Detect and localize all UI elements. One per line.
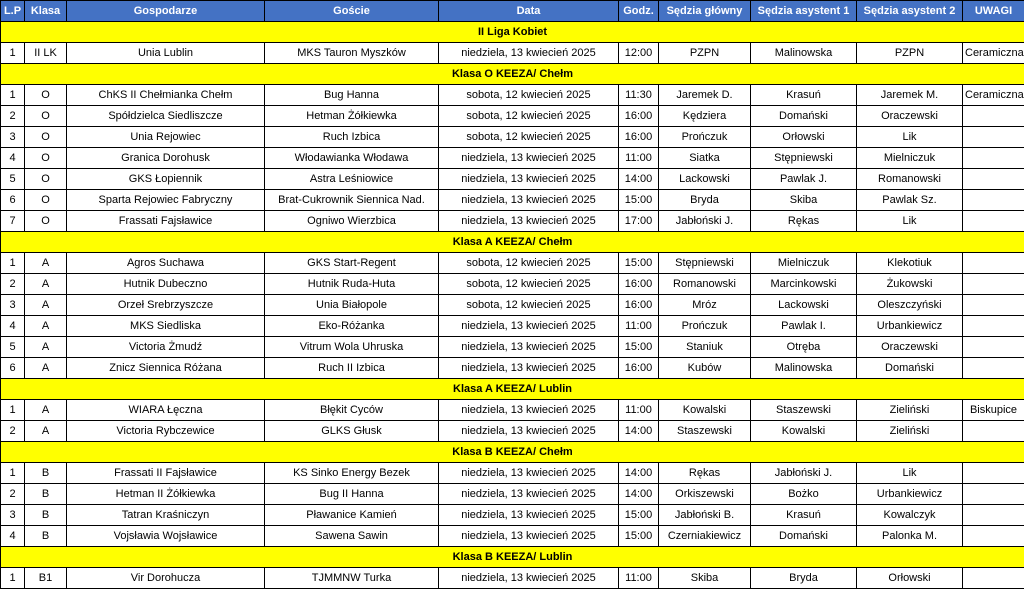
cell-sedzia-glowny: Staszewski — [659, 421, 751, 442]
cell-godz: 11:00 — [619, 400, 659, 421]
cell-sedzia-asystent-2: Urbankiewicz — [857, 484, 963, 505]
table-row — [1, 274, 1024, 295]
cell-data: niedziela, 13 kwiecień 2025 — [439, 190, 619, 211]
section-header-row — [1, 64, 1024, 85]
cell-klasa: A — [25, 295, 67, 316]
cell-klasa: B — [25, 505, 67, 526]
cell-gospodarze: Spółdzielca Siedliszcze — [67, 106, 265, 127]
section-header-row — [1, 442, 1024, 463]
cell-sedzia-asystent-2: Oleszczyński — [857, 295, 963, 316]
cell-gospodarze: Frassati Fajsławice — [67, 211, 265, 232]
cell-gospodarze: Agros Suchawa — [67, 253, 265, 274]
header-goscie: Goście — [265, 1, 439, 22]
cell-data: niedziela, 13 kwiecień 2025 — [439, 43, 619, 64]
section-title: Klasa A KEEZA/ Chełm — [1, 232, 1024, 253]
cell-godz: 16:00 — [619, 106, 659, 127]
table-row — [1, 316, 1024, 337]
cell-sedzia-glowny: Romanowski — [659, 274, 751, 295]
cell-godz: 15:00 — [619, 526, 659, 547]
cell-sedzia-asystent-2: Romanowski — [857, 169, 963, 190]
cell-goscie: Bug Hanna — [265, 85, 439, 106]
cell-sedzia-asystent-2: PZPN — [857, 43, 963, 64]
cell-godz: 11:00 — [619, 148, 659, 169]
cell-sedzia-glowny: Jabłoński B. — [659, 505, 751, 526]
cell-uwagi — [963, 295, 1024, 316]
cell-lp: 6 — [1, 358, 25, 379]
section-header-row — [1, 232, 1024, 253]
cell-sedzia-asystent-2: Zieliński — [857, 400, 963, 421]
cell-godz: 15:00 — [619, 337, 659, 358]
cell-lp: 1 — [1, 85, 25, 106]
cell-klasa: A — [25, 337, 67, 358]
cell-sedzia-asystent-1: Stępniewski — [751, 148, 857, 169]
header-sedzia-asystent-2: Sędzia asystent 2 — [857, 1, 963, 22]
cell-uwagi — [963, 190, 1024, 211]
table-row — [1, 43, 1024, 64]
cell-sedzia-glowny: Stępniewski — [659, 253, 751, 274]
cell-godz: 16:00 — [619, 358, 659, 379]
cell-sedzia-asystent-1: Orłowski — [751, 127, 857, 148]
section-title: Klasa O KEEZA/ Chełm — [1, 64, 1024, 85]
cell-sedzia-glowny: Lackowski — [659, 169, 751, 190]
cell-goscie: Unia Białopole — [265, 295, 439, 316]
cell-klasa: O — [25, 106, 67, 127]
cell-lp: 2 — [1, 106, 25, 127]
cell-sedzia-glowny: Siatka — [659, 148, 751, 169]
cell-data: niedziela, 13 kwiecień 2025 — [439, 484, 619, 505]
section-title: II Liga Kobiet — [1, 22, 1024, 43]
cell-gospodarze: Hutnik Dubeczno — [67, 274, 265, 295]
cell-lp: 1 — [1, 253, 25, 274]
cell-lp: 2 — [1, 274, 25, 295]
cell-godz: 16:00 — [619, 295, 659, 316]
cell-klasa: B — [25, 526, 67, 547]
cell-sedzia-asystent-1: Mielniczuk — [751, 253, 857, 274]
cell-gospodarze: Sparta Rejowiec Fabryczny — [67, 190, 265, 211]
cell-data: niedziela, 13 kwiecień 2025 — [439, 211, 619, 232]
cell-gospodarze: WIARA Łęczna — [67, 400, 265, 421]
cell-godz: 15:00 — [619, 505, 659, 526]
table-row — [1, 295, 1024, 316]
cell-uwagi — [963, 463, 1024, 484]
cell-sedzia-asystent-2: Kowalczyk — [857, 505, 963, 526]
cell-data: niedziela, 13 kwiecień 2025 — [439, 568, 619, 589]
cell-sedzia-asystent-2: Urbankiewicz — [857, 316, 963, 337]
cell-data: niedziela, 13 kwiecień 2025 — [439, 463, 619, 484]
header-sedzia-asystent-1: Sędzia asystent 1 — [751, 1, 857, 22]
cell-sedzia-asystent-1: Otręba — [751, 337, 857, 358]
cell-lp: 3 — [1, 295, 25, 316]
cell-sedzia-asystent-2: Zieliński — [857, 421, 963, 442]
table-row — [1, 400, 1024, 421]
cell-goscie: Bug II Hanna — [265, 484, 439, 505]
cell-sedzia-asystent-2: Palonka M. — [857, 526, 963, 547]
cell-sedzia-asystent-1: Domański — [751, 526, 857, 547]
cell-sedzia-glowny: Jabłoński J. — [659, 211, 751, 232]
cell-gospodarze: MKS Siedliska — [67, 316, 265, 337]
cell-sedzia-asystent-1: Bryda — [751, 568, 857, 589]
cell-sedzia-asystent-2: Orłowski — [857, 568, 963, 589]
cell-lp: 7 — [1, 211, 25, 232]
section-title: Klasa A KEEZA/ Lublin — [1, 379, 1024, 400]
cell-klasa: A — [25, 421, 67, 442]
cell-data: niedziela, 13 kwiecień 2025 — [439, 148, 619, 169]
cell-sedzia-glowny: Mróz — [659, 295, 751, 316]
header-lp: L.P — [1, 1, 25, 22]
cell-goscie: Ogniwo Wierzbica — [265, 211, 439, 232]
cell-uwagi — [963, 505, 1024, 526]
cell-sedzia-asystent-2: Klekotiuk — [857, 253, 963, 274]
cell-data: sobota, 12 kwiecień 2025 — [439, 106, 619, 127]
cell-data: niedziela, 13 kwiecień 2025 — [439, 421, 619, 442]
cell-sedzia-asystent-2: Oraczewski — [857, 337, 963, 358]
cell-gospodarze: Victoria Rybczewice — [67, 421, 265, 442]
cell-sedzia-glowny: Staniuk — [659, 337, 751, 358]
cell-sedzia-asystent-2: Lik — [857, 127, 963, 148]
cell-data: niedziela, 13 kwiecień 2025 — [439, 358, 619, 379]
cell-goscie: GLKS Głusk — [265, 421, 439, 442]
cell-goscie: Ruch II Izbica — [265, 358, 439, 379]
cell-goscie: Brat-Cukrownik Siennica Nad. — [265, 190, 439, 211]
cell-sedzia-asystent-1: Staszewski — [751, 400, 857, 421]
cell-data: niedziela, 13 kwiecień 2025 — [439, 169, 619, 190]
cell-sedzia-asystent-2: Mielniczuk — [857, 148, 963, 169]
cell-uwagi — [963, 421, 1024, 442]
section-header-row — [1, 379, 1024, 400]
cell-gospodarze: Unia Rejowiec — [67, 127, 265, 148]
cell-godz: 14:00 — [619, 484, 659, 505]
cell-lp: 2 — [1, 484, 25, 505]
cell-uwagi: Ceramiczna — [963, 85, 1024, 106]
cell-godz: 11:00 — [619, 316, 659, 337]
cell-lp: 1 — [1, 43, 25, 64]
table-row — [1, 526, 1024, 547]
cell-gospodarze: Unia Lublin — [67, 43, 265, 64]
cell-goscie: Włodawianka Włodawa — [265, 148, 439, 169]
cell-sedzia-glowny: Orkiszewski — [659, 484, 751, 505]
cell-sedzia-asystent-1: Domański — [751, 106, 857, 127]
cell-lp: 2 — [1, 421, 25, 442]
table-body — [1, 22, 1024, 589]
cell-data: sobota, 12 kwiecień 2025 — [439, 295, 619, 316]
section-title: Klasa B KEEZA/ Chełm — [1, 442, 1024, 463]
section-title: Klasa B KEEZA/ Lublin — [1, 547, 1024, 568]
cell-sedzia-glowny: Rękas — [659, 463, 751, 484]
cell-data: niedziela, 13 kwiecień 2025 — [439, 337, 619, 358]
cell-sedzia-asystent-2: Lik — [857, 211, 963, 232]
cell-lp: 5 — [1, 169, 25, 190]
cell-uwagi: Ceramiczna — [963, 43, 1024, 64]
cell-sedzia-glowny: Prończuk — [659, 316, 751, 337]
table-row — [1, 253, 1024, 274]
cell-gospodarze: Hetman II Żółkiewka — [67, 484, 265, 505]
cell-goscie: Błękit Cyców — [265, 400, 439, 421]
cell-godz: 17:00 — [619, 211, 659, 232]
header-row — [1, 1, 1024, 22]
cell-godz: 11:00 — [619, 568, 659, 589]
cell-klasa: O — [25, 85, 67, 106]
cell-klasa: O — [25, 211, 67, 232]
cell-lp: 4 — [1, 148, 25, 169]
section-header-row — [1, 547, 1024, 568]
cell-godz: 11:30 — [619, 85, 659, 106]
cell-uwagi — [963, 148, 1024, 169]
cell-lp: 1 — [1, 463, 25, 484]
cell-lp: 1 — [1, 400, 25, 421]
cell-gospodarze: Victoria Żmudź — [67, 337, 265, 358]
table-row — [1, 421, 1024, 442]
cell-lp: 3 — [1, 505, 25, 526]
cell-uwagi — [963, 484, 1024, 505]
cell-klasa: A — [25, 253, 67, 274]
header-klasa: Klasa — [25, 1, 67, 22]
cell-data: sobota, 12 kwiecień 2025 — [439, 253, 619, 274]
cell-sedzia-asystent-1: Skiba — [751, 190, 857, 211]
table-row — [1, 337, 1024, 358]
cell-godz: 16:00 — [619, 127, 659, 148]
cell-goscie: Pławanice Kamień — [265, 505, 439, 526]
cell-sedzia-asystent-1: Malinowska — [751, 43, 857, 64]
cell-data: niedziela, 13 kwiecień 2025 — [439, 316, 619, 337]
cell-gospodarze: Frassati II Fajsławice — [67, 463, 265, 484]
cell-godz: 15:00 — [619, 253, 659, 274]
table-row — [1, 169, 1024, 190]
cell-lp: 1 — [1, 568, 25, 589]
cell-sedzia-asystent-1: Pawlak I. — [751, 316, 857, 337]
cell-klasa: B — [25, 463, 67, 484]
cell-sedzia-asystent-1: Rękas — [751, 211, 857, 232]
cell-gospodarze: Vojsławia Wojsławice — [67, 526, 265, 547]
cell-gospodarze: Vir Dorohucza — [67, 568, 265, 589]
cell-godz: 14:00 — [619, 463, 659, 484]
cell-sedzia-glowny: Prończuk — [659, 127, 751, 148]
cell-uwagi — [963, 211, 1024, 232]
cell-data: sobota, 12 kwiecień 2025 — [439, 127, 619, 148]
cell-uwagi — [963, 169, 1024, 190]
cell-gospodarze: ChKS II Chełmianka Chełm — [67, 85, 265, 106]
cell-uwagi — [963, 526, 1024, 547]
cell-gospodarze: Orzeł Srebrzyszcze — [67, 295, 265, 316]
cell-goscie: Astra Leśniowice — [265, 169, 439, 190]
cell-godz: 15:00 — [619, 190, 659, 211]
cell-sedzia-asystent-2: Oraczewski — [857, 106, 963, 127]
cell-goscie: Vitrum Wola Uhruska — [265, 337, 439, 358]
table-row — [1, 484, 1024, 505]
table-row — [1, 148, 1024, 169]
header-data: Data — [439, 1, 619, 22]
cell-sedzia-asystent-2: Lik — [857, 463, 963, 484]
cell-goscie: KS Sinko Energy Bezek — [265, 463, 439, 484]
cell-klasa: II LK — [25, 43, 67, 64]
cell-sedzia-asystent-1: Krasuń — [751, 85, 857, 106]
cell-sedzia-glowny: Skiba — [659, 568, 751, 589]
cell-sedzia-asystent-1: Jabłoński J. — [751, 463, 857, 484]
cell-uwagi — [963, 358, 1024, 379]
cell-gospodarze: Tatran Kraśniczyn — [67, 505, 265, 526]
cell-goscie: GKS Start-Regent — [265, 253, 439, 274]
cell-godz: 12:00 — [619, 43, 659, 64]
cell-sedzia-asystent-1: Malinowska — [751, 358, 857, 379]
cell-klasa: O — [25, 190, 67, 211]
cell-goscie: MKS Tauron Myszków — [265, 43, 439, 64]
table-row — [1, 358, 1024, 379]
cell-godz: 14:00 — [619, 421, 659, 442]
cell-godz: 14:00 — [619, 169, 659, 190]
cell-uwagi — [963, 337, 1024, 358]
header-uwagi: UWAGI — [963, 1, 1024, 22]
cell-godz: 16:00 — [619, 274, 659, 295]
cell-sedzia-asystent-1: Lackowski — [751, 295, 857, 316]
cell-sedzia-asystent-1: Kowalski — [751, 421, 857, 442]
cell-uwagi — [963, 274, 1024, 295]
cell-uwagi: Biskupice — [963, 400, 1024, 421]
cell-goscie: Eko-Różanka — [265, 316, 439, 337]
cell-sedzia-asystent-1: Bożko — [751, 484, 857, 505]
table-row — [1, 211, 1024, 232]
header-sedzia-glowny: Sędzia główny — [659, 1, 751, 22]
cell-sedzia-glowny: Bryda — [659, 190, 751, 211]
cell-klasa: A — [25, 358, 67, 379]
cell-gospodarze: GKS Łopiennik — [67, 169, 265, 190]
table-row — [1, 127, 1024, 148]
cell-lp: 4 — [1, 526, 25, 547]
cell-klasa: B — [25, 484, 67, 505]
cell-klasa: O — [25, 127, 67, 148]
cell-uwagi — [963, 127, 1024, 148]
cell-sedzia-asystent-2: Pawlak Sz. — [857, 190, 963, 211]
cell-sedzia-asystent-1: Krasuń — [751, 505, 857, 526]
cell-klasa: A — [25, 274, 67, 295]
cell-lp: 6 — [1, 190, 25, 211]
cell-goscie: Sawena Sawin — [265, 526, 439, 547]
section-header-row — [1, 22, 1024, 43]
cell-data: niedziela, 13 kwiecień 2025 — [439, 526, 619, 547]
cell-goscie: Hutnik Ruda-Huta — [265, 274, 439, 295]
cell-sedzia-asystent-1: Pawlak J. — [751, 169, 857, 190]
table-row — [1, 106, 1024, 127]
cell-data: sobota, 12 kwiecień 2025 — [439, 274, 619, 295]
cell-goscie: TJMMNW Turka — [265, 568, 439, 589]
cell-data: niedziela, 13 kwiecień 2025 — [439, 505, 619, 526]
cell-uwagi — [963, 568, 1024, 589]
table-row — [1, 85, 1024, 106]
cell-klasa: B1 — [25, 568, 67, 589]
cell-lp: 5 — [1, 337, 25, 358]
cell-sedzia-glowny: Kowalski — [659, 400, 751, 421]
cell-data: sobota, 12 kwiecień 2025 — [439, 85, 619, 106]
table-row — [1, 568, 1024, 589]
cell-uwagi — [963, 316, 1024, 337]
cell-klasa: O — [25, 169, 67, 190]
cell-sedzia-glowny: PZPN — [659, 43, 751, 64]
cell-gospodarze: Granica Dorohusk — [67, 148, 265, 169]
header-godz: Godz. — [619, 1, 659, 22]
cell-data: niedziela, 13 kwiecień 2025 — [439, 400, 619, 421]
cell-goscie: Ruch Izbica — [265, 127, 439, 148]
cell-goscie: Hetman Żółkiewka — [265, 106, 439, 127]
cell-klasa: O — [25, 148, 67, 169]
cell-sedzia-asystent-2: Jaremek M. — [857, 85, 963, 106]
cell-uwagi — [963, 253, 1024, 274]
cell-sedzia-glowny: Czerniakiewicz — [659, 526, 751, 547]
cell-lp: 3 — [1, 127, 25, 148]
cell-sedzia-asystent-2: Domański — [857, 358, 963, 379]
cell-sedzia-glowny: Kędziera — [659, 106, 751, 127]
cell-sedzia-asystent-1: Marcinkowski — [751, 274, 857, 295]
table-row — [1, 190, 1024, 211]
cell-uwagi — [963, 106, 1024, 127]
cell-sedzia-glowny: Jaremek D. — [659, 85, 751, 106]
table-row — [1, 463, 1024, 484]
cell-sedzia-asystent-2: Żukowski — [857, 274, 963, 295]
cell-klasa: A — [25, 400, 67, 421]
cell-gospodarze: Znicz Siennica Różana — [67, 358, 265, 379]
cell-sedzia-glowny: Kubów — [659, 358, 751, 379]
table-row — [1, 505, 1024, 526]
cell-lp: 4 — [1, 316, 25, 337]
header-gospodarze: Gospodarze — [67, 1, 265, 22]
cell-klasa: A — [25, 316, 67, 337]
